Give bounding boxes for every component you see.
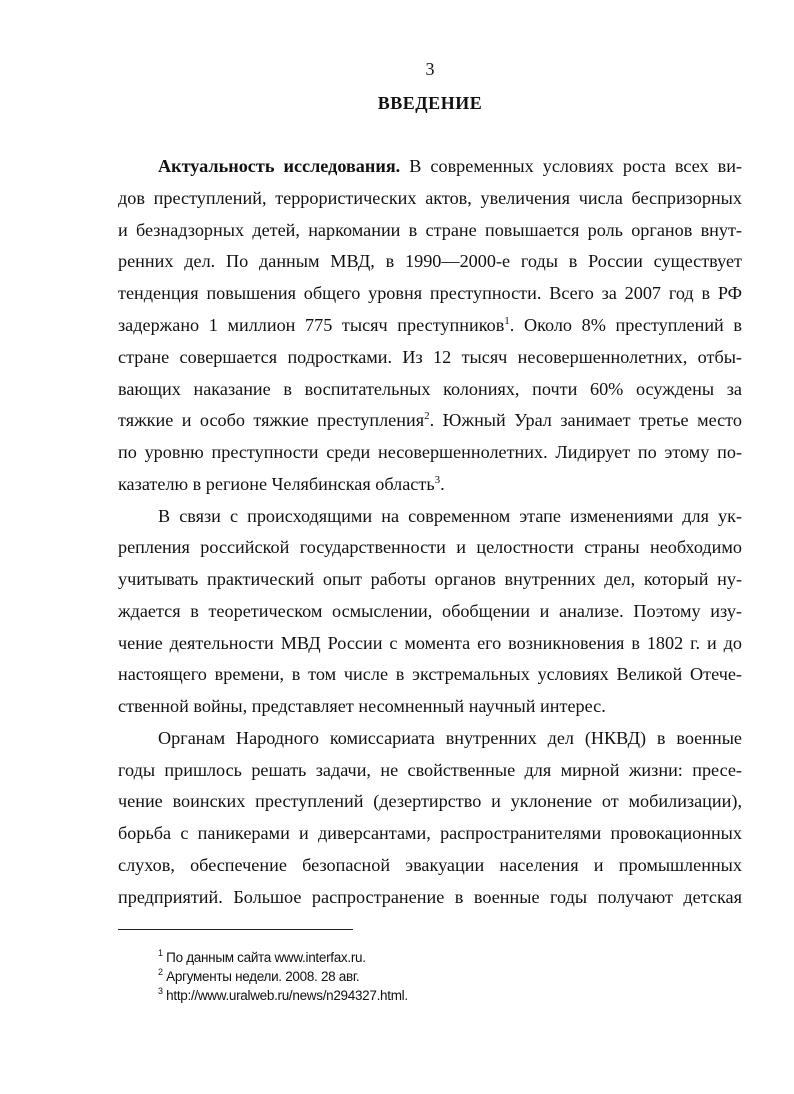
- paragraph-1-line: по уровню преступности среди несовершеннолетних. Лидирует по этому по-: [118, 442, 742, 462]
- footnote-number: 3: [158, 986, 163, 996]
- paragraph-3-line: борьба с паникерами и диверсантами, распространителями провокационных: [118, 823, 742, 843]
- footnote-number: 1: [158, 948, 163, 958]
- paragraph-1-line: Актуальность исследования. В современных условиях роста всех ви-: [158, 156, 742, 176]
- footnote: $^1$ По данным сайта www.interfax.ru.: [158, 948, 366, 965]
- paragraph-1-line: тенденция повышения общего уровня преступности. Всего за 2007 год в РФ: [118, 283, 742, 303]
- footnote-ref: 2: [424, 410, 430, 422]
- footnote: $^3$ http://www.uralweb.ru/news/n294327.html.: [158, 986, 408, 1003]
- paragraph-2-line: репления российской государственности и целостности страны необходимо: [118, 537, 742, 557]
- footnote-divider: [118, 929, 353, 930]
- paragraph-1-line: казателю в регионе Челябинская область$^3$.: [118, 474, 445, 494]
- paragraph-1-line: ренних дел. По данным МВД, в 1990—2000-е годы в России существует: [118, 251, 742, 271]
- footnote-ref: 3: [434, 474, 441, 486]
- paragraph-2-line: ственной войны, представляет несомненный научный интерес.: [118, 696, 606, 716]
- page-number: 3: [425, 59, 435, 79]
- paragraph-2-line: чение деятельности МВД России с момента его возникновения в 1802 г. и до: [118, 633, 742, 653]
- paragraph-1-line: вающих наказание в воспитательных колониях, почти 60% осуждены за: [118, 379, 742, 399]
- footnote-ref: 1: [504, 315, 510, 327]
- paragraph-3-line: Органам Народного комиссариата внутренних дел (НКВД) в военные: [158, 728, 742, 748]
- paragraph-2-line: В связи с происходящими на современном этапе изменениями для ук-: [158, 506, 742, 526]
- paragraph-1-line: дов преступлений, террористических актов, увеличения числа беспризорных: [118, 188, 742, 208]
- paragraph-1-line: тяжкие и особо тяжкие преступления$^2$. Южный Урал занимает третье место: [118, 410, 742, 430]
- paragraph-3-line: слухов, обеспечение безопасной эвакуации населения и промышленных: [118, 855, 742, 875]
- footnote-number: 2: [158, 967, 163, 977]
- paragraph-lead-bold: Актуальность исследования.: [158, 156, 401, 176]
- paragraph-1-line: стране совершается подростками. Из 12 тысяч несовершеннолетних, отбы-: [118, 347, 742, 367]
- paragraph-3-line: чение воинских преступлений (дезертирство и уклонение от мобилизации),: [118, 791, 742, 811]
- paragraph-1-line: и безнадзорных детей, наркомании в стране повышается роль органов внут-: [118, 220, 742, 240]
- paragraph-1-line: задержано 1 миллион 775 тысяч преступников$^1$. Около 8% преступлений в: [118, 315, 742, 335]
- footnote: $^2$ Аргументы недели. 2008. 28 авг.: [158, 967, 360, 984]
- paragraph-2-line: ждается в теоретическом осмыслении, обобщении и анализе. Поэтому изу-: [118, 601, 742, 621]
- page-heading: ВВЕДЕНИЕ: [377, 93, 483, 113]
- paragraph-2-line: учитывать практический опыт работы органов внутренних дел, который ну-: [118, 569, 742, 589]
- paragraph-3-line: предприятий. Большое распространение в военные годы получают детская: [118, 887, 742, 907]
- paragraph-2-line: настоящего времени, в том числе в экстремальных условиях Великой Отече-: [118, 664, 742, 684]
- paragraph-3-line: годы пришлось решать задачи, не свойственные для мирной жизни: пресе-: [118, 760, 742, 780]
